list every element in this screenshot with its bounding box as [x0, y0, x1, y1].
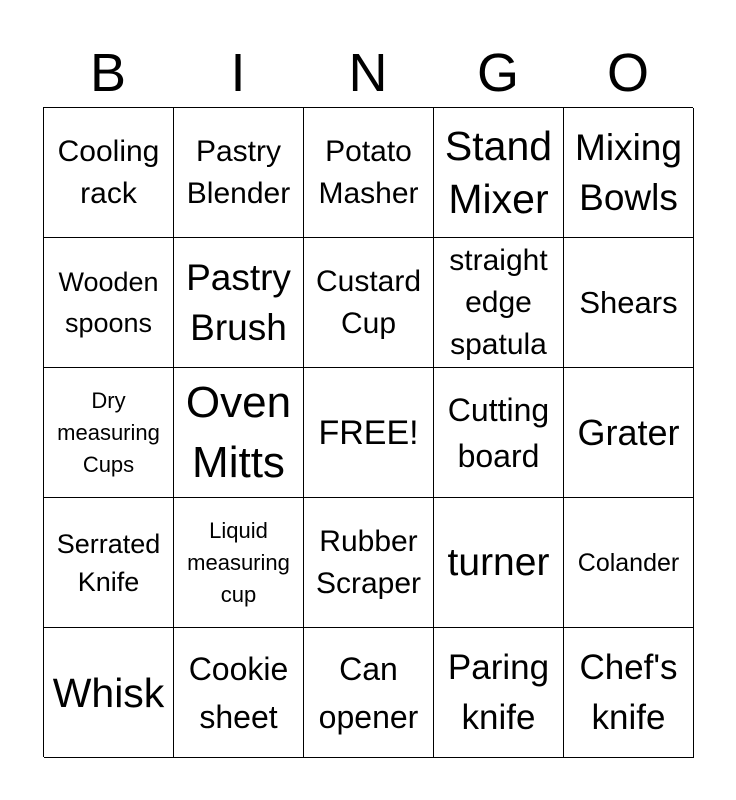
cell-label: Pastry Blender — [186, 134, 291, 210]
cell-label: Serrated Knife — [56, 528, 161, 597]
bingo-cell[interactable] — [44, 368, 174, 498]
bingo-cell[interactable] — [564, 368, 694, 498]
bingo-board — [43, 107, 693, 757]
bingo-cell[interactable] — [304, 498, 434, 628]
cell-label: Rubber Scraper — [315, 524, 422, 600]
header-letter-i: I — [230, 43, 246, 103]
header-letter-n: N — [348, 43, 388, 103]
bingo-cell[interactable] — [174, 108, 304, 238]
header-letter-o: O — [606, 43, 649, 103]
cell-label: Cookie sheet — [188, 650, 289, 735]
cell-label: Can opener — [318, 650, 419, 735]
bingo-cell[interactable] — [174, 238, 304, 368]
bingo-cell[interactable] — [434, 368, 564, 498]
bingo-cell[interactable] — [434, 498, 564, 628]
cell-label: Potato Masher — [318, 134, 419, 210]
cell-label: Grater — [577, 411, 680, 453]
cell-label: Custard Cup — [315, 264, 422, 340]
cell-label: Paring knife — [447, 647, 550, 737]
cell-label: Wooden spoons — [58, 266, 159, 338]
bingo-cell[interactable] — [304, 628, 434, 758]
cell-label: Pastry Brush — [186, 256, 291, 348]
bingo-cell[interactable] — [304, 238, 434, 368]
cell-label: Stand Mixer — [444, 122, 553, 222]
cell-label: Liquid measuring cup — [187, 517, 290, 607]
bingo-cell[interactable] — [44, 498, 174, 628]
cell-label: FREE! — [318, 413, 419, 452]
cell-label: Mixing Bowls — [575, 126, 682, 218]
bingo-cell[interactable] — [564, 238, 694, 368]
cell-label: Dry measuring Cups — [57, 387, 160, 477]
bingo-cell[interactable] — [44, 108, 174, 238]
bingo-cell[interactable] — [174, 628, 304, 758]
bingo-header — [43, 40, 693, 106]
bingo-cell[interactable] — [44, 238, 174, 368]
bingo-cell[interactable] — [564, 498, 694, 628]
bingo-cell[interactable] — [434, 108, 564, 238]
bingo-cell[interactable] — [434, 628, 564, 758]
bingo-cell[interactable] — [304, 108, 434, 238]
header-letter-b: B — [89, 43, 127, 103]
bingo-cell[interactable] — [174, 498, 304, 628]
cell-label: Whisk — [52, 669, 165, 716]
cell-label: Cooling rack — [57, 134, 160, 210]
cell-label: Chef's knife — [579, 647, 678, 737]
header-letter-g: G — [476, 43, 519, 103]
bingo-cell[interactable] — [564, 108, 694, 238]
bingo-cell[interactable] — [44, 628, 174, 758]
cell-label: turner — [447, 540, 550, 584]
cell-label: Oven Mitts — [185, 377, 292, 487]
cell-label: Colander — [577, 548, 680, 577]
bingo-cell[interactable] — [304, 368, 434, 498]
bingo-cell[interactable] — [174, 368, 304, 498]
cell-label: straight edge spatula — [449, 243, 548, 361]
bingo-cell[interactable] — [564, 628, 694, 758]
cell-label: Shears — [579, 284, 678, 320]
bingo-cell[interactable] — [434, 238, 564, 368]
cell-label: Cutting board — [447, 391, 550, 474]
